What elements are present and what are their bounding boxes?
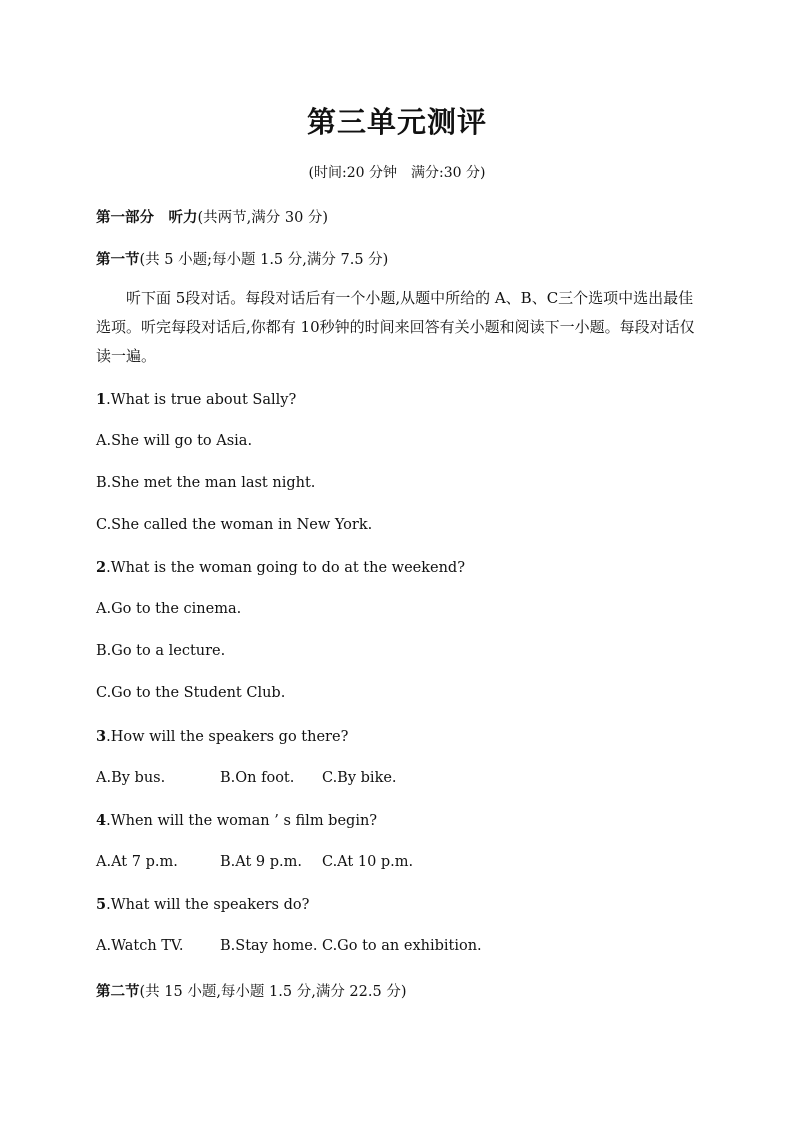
question-3-options	[96, 770, 397, 786]
question-4-option-b: B.At 9 p.m.	[220, 854, 303, 870]
question-number: 2	[96, 559, 107, 576]
question-5	[96, 896, 309, 913]
question-2-option-a: A.Go to the cinema.	[96, 601, 242, 617]
question-number: 5	[96, 896, 107, 913]
question-number: 3	[96, 728, 107, 745]
exam-meta: (时间:20 分钟 满分:30 分)	[308, 165, 486, 181]
question-text: .When will the woman ’ s film begin?	[106, 813, 378, 829]
question-text: .How will the speakers go there?	[106, 729, 349, 745]
question-1	[96, 391, 296, 408]
section2-heading-detail: (共 15 小题,每小题 1.5 分,满分 22.5 分)	[139, 984, 407, 1000]
section2-heading	[96, 980, 406, 1001]
question-2-option-c: C.Go to the Student Club.	[96, 685, 286, 701]
question-4-options	[96, 854, 413, 870]
question-text: .What is the woman going to do at the weekend?	[106, 560, 465, 576]
question-text: .What is true about Sally?	[106, 392, 297, 408]
part1-heading-detail: (共两节,满分 30 分)	[197, 210, 329, 226]
question-5-option-c: C.Go to an exhibition.	[322, 938, 482, 954]
section1-heading-detail: (共 5 小题;每小题 1.5 分,满分 7.5 分)	[139, 252, 389, 268]
question-4-option-a: A.At 7 p.m.	[96, 854, 178, 870]
question-1-option-b: B.She met the man last night.	[96, 475, 316, 491]
part1-heading	[96, 206, 328, 227]
question-2	[96, 559, 465, 576]
question-1-option-a: A.She will go to Asia.	[96, 433, 253, 449]
section1-heading	[96, 248, 388, 269]
question-3-option-a: A.By bus.	[96, 770, 166, 786]
section1-instructions: 听下面 5段对话。每段对话后有一个小题,从题中所给的 A、B、C三个选项中选出最佳选项。听完每段对话后,你都有 10秒钟的时间来回答有关小题和阅读下一小题。每段对话仅读一遍。	[96, 289, 695, 365]
question-3-option-c: C.By bike.	[322, 770, 397, 786]
question-3	[96, 728, 348, 745]
question-4	[96, 812, 377, 829]
question-3-option-b: B.On foot.	[220, 770, 295, 786]
section1-heading-label: 第一节	[96, 251, 140, 268]
question-5-options	[96, 938, 482, 954]
question-5-option-b: B.Stay home.	[220, 938, 318, 954]
question-1-option-c: C.She called the woman in New York.	[96, 517, 373, 533]
question-number: 4	[96, 812, 107, 829]
part1-heading-label: 第一部分 听力	[96, 209, 198, 226]
question-4-option-c: C.At 10 p.m.	[322, 854, 414, 870]
question-text: .What will the speakers do?	[106, 897, 310, 913]
page-title: 第三单元测评	[306, 105, 487, 139]
question-5-option-a: A.Watch TV.	[96, 938, 184, 954]
question-2-option-b: B.Go to a lecture.	[96, 643, 226, 659]
question-number: 1	[96, 391, 107, 408]
section2-heading-label: 第二节	[96, 983, 140, 1000]
